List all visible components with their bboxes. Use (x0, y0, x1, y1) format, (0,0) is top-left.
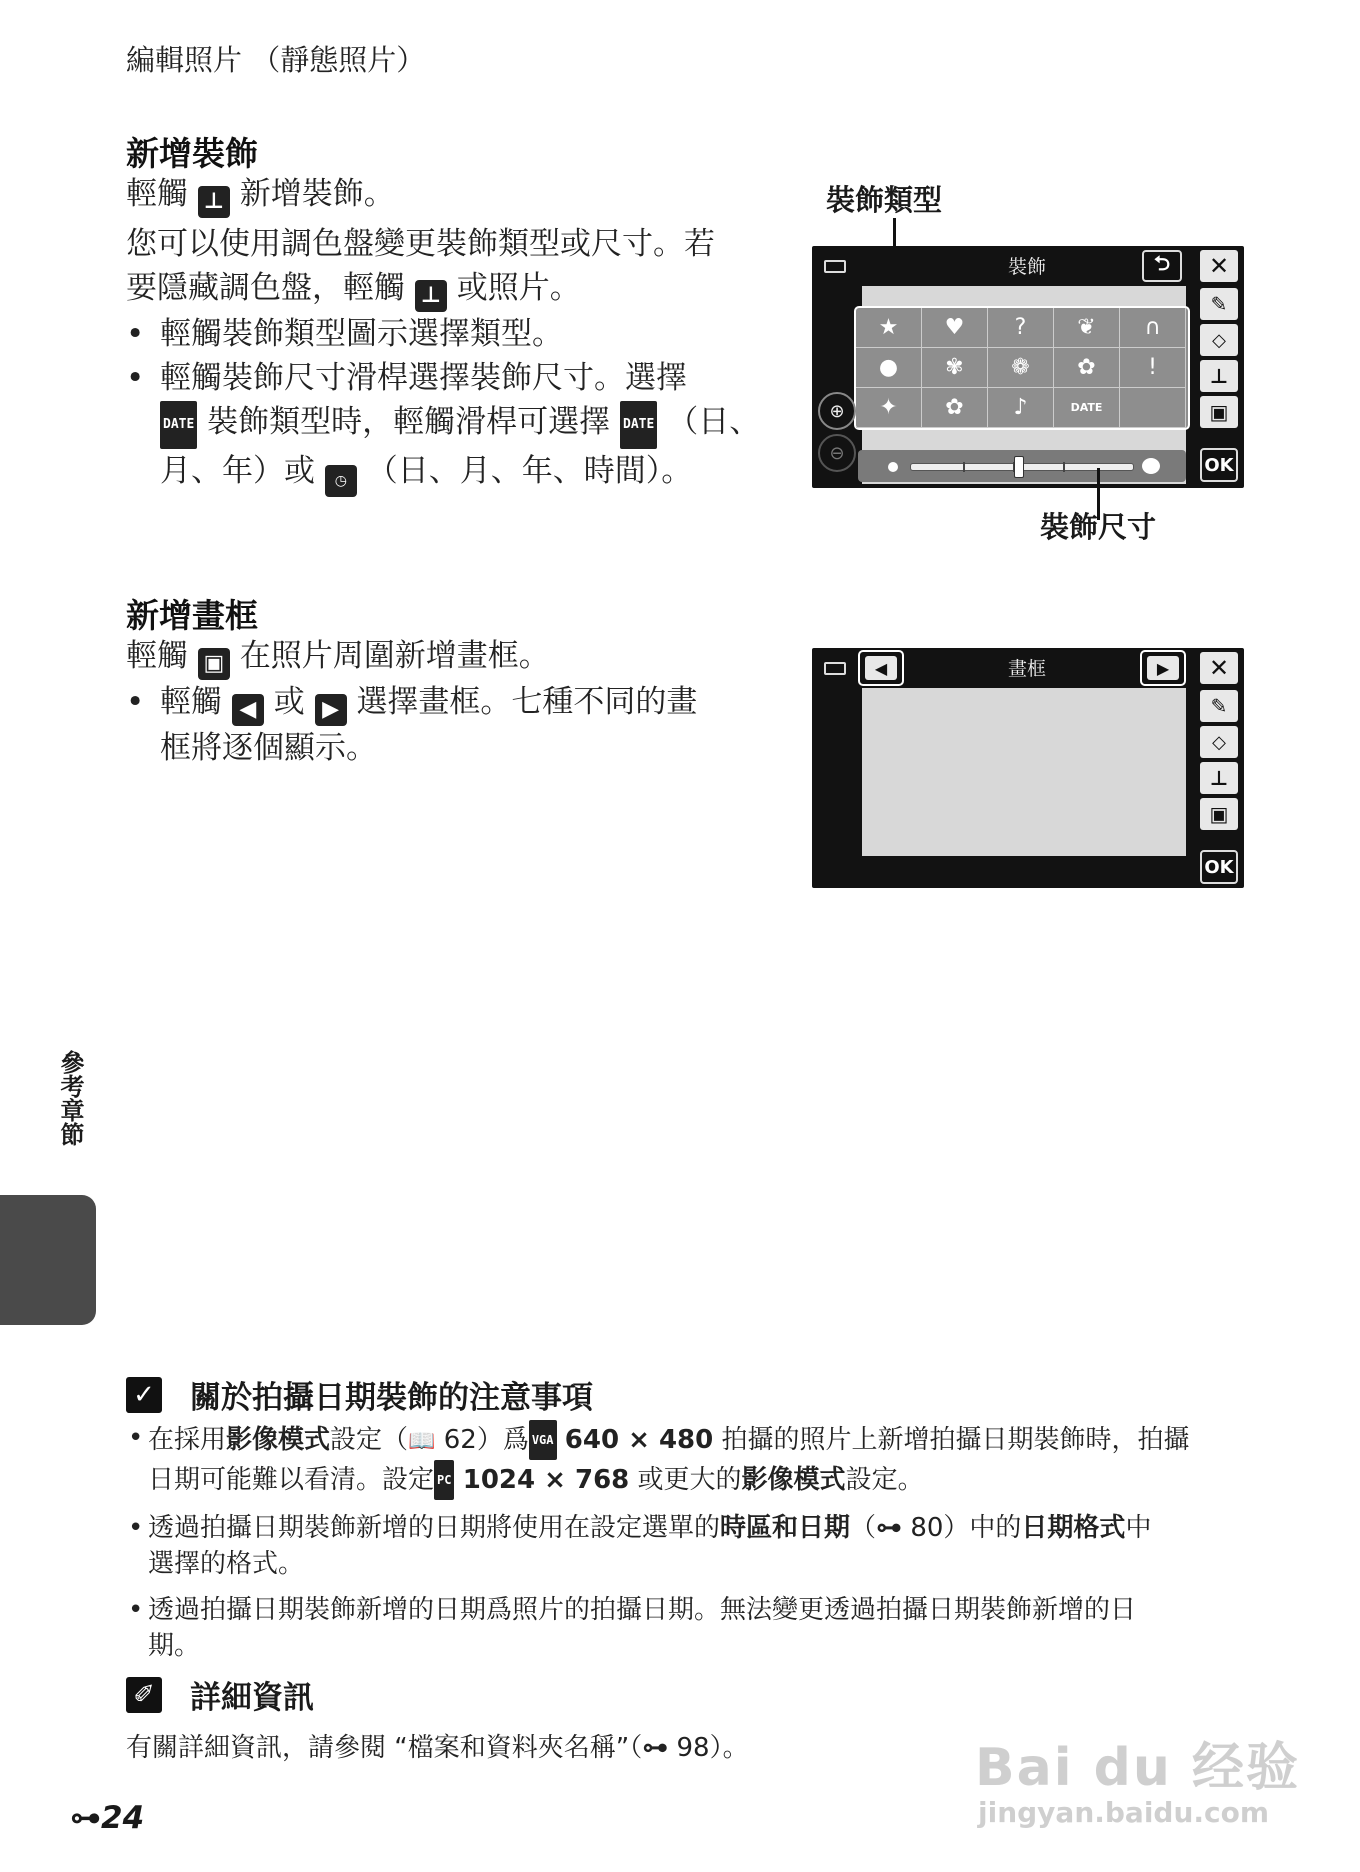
ornament-type-option[interactable] (1120, 388, 1186, 428)
ok-button[interactable]: OK (1200, 448, 1238, 482)
frame-line1-post: 在照片周圍新增畫框。 (239, 638, 550, 674)
vga-icon: VGA (529, 1420, 557, 1460)
date-icon: DATE (620, 401, 657, 449)
details-ref: 98 (676, 1733, 710, 1763)
ornament-type-option[interactable]: DATE (1054, 388, 1120, 428)
zoom-out-icon[interactable]: ⊖ (818, 434, 856, 472)
frame-icon[interactable]: ▣ (1200, 798, 1238, 830)
photo-area[interactable] (862, 688, 1186, 856)
callout-ornament-type: 裝飾類型 (826, 183, 943, 217)
note2-text: 中 (1125, 1513, 1152, 1543)
next-arrow-icon: ▶ (315, 694, 347, 726)
frame-bullet1-mid: 或 (273, 684, 305, 720)
frame-line1-pre: 輕觸 (126, 638, 188, 674)
note2-line1 (148, 1510, 1248, 1546)
ornament-line1 (126, 172, 776, 218)
watermark-url: jingyan.baidu.com (978, 1796, 1270, 1829)
note1-text: 在採用 (148, 1425, 227, 1455)
battery-icon (824, 662, 846, 675)
eraser-icon[interactable]: ◇ (1200, 726, 1238, 758)
details-text (126, 1730, 749, 1766)
bullet-dot: • (126, 684, 145, 720)
note1-bold: 影像模式 (226, 1425, 331, 1455)
slider-tick (1063, 462, 1065, 472)
check-icon: ✓ (126, 1377, 162, 1413)
ornament-para-line2 (126, 266, 776, 312)
frame-bullet1-post: 選擇畫框。七種不同的畫 (356, 684, 698, 720)
note2-bold: 時區和日期 (720, 1513, 851, 1543)
close-button[interactable]: ✕ (1200, 652, 1238, 684)
ornament-type-option[interactable]: ★ (856, 308, 922, 348)
pen-icon: ✐ (126, 1677, 162, 1713)
stamp-icon[interactable]: ⊥ (1200, 762, 1238, 794)
note1-bold: 影像模式 (741, 1465, 846, 1495)
notes-title: 關於拍攝日期裝飾的注意事項 (190, 1380, 593, 1416)
frame-bullet1 (126, 680, 776, 770)
frame-icon[interactable]: ▣ (1200, 396, 1238, 428)
slider-tick (963, 462, 965, 472)
date-icon: DATE (160, 401, 197, 449)
reference-icon: ⊶ (70, 1800, 101, 1836)
note1-text: ）爲 (476, 1425, 529, 1455)
details-title: 詳細資訊 (190, 1680, 314, 1716)
zoom-in-icon[interactable]: ⊕ (818, 392, 856, 430)
bullet-dot: • (126, 316, 145, 352)
page-number: 24 (101, 1800, 145, 1836)
ornament-bullet2-line1: 輕觸裝飾尺寸滑桿選擇裝飾尺寸。選擇 (160, 360, 687, 396)
note1-text: 設定。 (845, 1465, 924, 1495)
ornament-bullet2-line3-pre: 月、年）或 (160, 453, 315, 489)
ornament-type-option[interactable]: ♥ (922, 308, 988, 348)
ornament-type-option[interactable]: ✾ (922, 348, 988, 388)
close-button[interactable]: ✕ (1200, 250, 1238, 282)
note1-line1 (148, 1420, 1248, 1460)
date-time-icon: ◷ (325, 465, 357, 497)
ornament-type-option[interactable]: ❦ (1054, 308, 1120, 348)
ornament-screen (812, 246, 1244, 488)
book-icon: 📖 (408, 1429, 436, 1454)
frame-bullet1-line1 (160, 680, 776, 726)
ornament-heading: 新增裝飾 (126, 134, 258, 173)
note1-line2 (148, 1460, 1248, 1500)
ornament-bullet2-line3 (160, 449, 776, 497)
page-header: 編輯照片 （靜態照片） (126, 43, 426, 77)
ornament-type-option[interactable]: ● (856, 348, 922, 388)
frame-heading: 新增畫框 (126, 596, 258, 635)
note1-text: 或更大的 (637, 1465, 742, 1495)
ornament-para-line2-post: 或照片。 (456, 270, 581, 306)
ornament-bullet2-line2-tail: （日、 (667, 404, 761, 440)
size-slider-handle[interactable] (1014, 456, 1024, 478)
chapter-tab (0, 1195, 96, 1325)
side-chapter-label: 參考章節 (56, 1050, 84, 1146)
ornament-type-option[interactable]: ❁ (988, 348, 1054, 388)
ornament-para-line2-pre: 要隱藏調色盤，輕觸 (126, 270, 405, 306)
note3-line1: 透過拍攝日期裝飾新增的日期爲照片的拍攝日期。無法變更透過拍攝日期裝飾新增的日 (148, 1595, 1137, 1625)
note1-text: 日期可能難以看清。設定 (148, 1465, 435, 1495)
note2-bold: 日期格式 (1021, 1513, 1126, 1543)
ornament-bullet2-line2-post: 裝飾類型時，輕觸滑桿可選擇 (207, 404, 611, 440)
ornament-line1-post: 新增裝飾。 (239, 176, 395, 212)
frame-line1 (126, 634, 776, 680)
ornament-bullet1 (126, 312, 776, 356)
pencil-icon[interactable]: ✎ (1200, 690, 1238, 722)
reference-icon: ⊶ (876, 1513, 903, 1543)
ornament-palette (854, 306, 1190, 430)
note-item (128, 1592, 1248, 1664)
bullet-dot: • (128, 1423, 144, 1453)
prev-arrow-icon: ◀ (232, 694, 264, 726)
ornament-type-option[interactable]: ! (1120, 348, 1186, 388)
details-title-row (126, 1672, 314, 1717)
note1-size: 640 × 480 (564, 1425, 714, 1455)
ornament-type-option[interactable]: ✿ (922, 388, 988, 428)
battery-icon (824, 260, 846, 273)
next-frame-highlight (1140, 650, 1186, 686)
stamp-icon[interactable]: ⊥ (1200, 360, 1238, 392)
frame-bullet1-pre: 輕觸 (160, 684, 222, 720)
bullet-dot: • (128, 1513, 144, 1543)
ornament-bullet1-text: 輕觸裝飾類型圖示選擇類型。 (160, 316, 563, 352)
details-text-b: ）。 (709, 1733, 749, 1763)
ornament-type-option[interactable]: ∩ (1120, 308, 1186, 348)
ok-button[interactable]: OK (1200, 850, 1238, 884)
screen-title: 畫框 (1007, 658, 1046, 680)
page-number-row (70, 1800, 144, 1836)
notes-list (128, 1420, 1248, 1664)
ornament-bullet2 (126, 356, 776, 497)
frame-bullet1-line2: 框將逐個顯示。 (160, 730, 377, 766)
ornament-type-option[interactable]: ✦ (856, 388, 922, 428)
note1-ref: 62 (443, 1425, 477, 1455)
ornament-bullet2-line2 (160, 400, 776, 449)
size-slider-bar (858, 450, 1186, 482)
notes-title-row (126, 1372, 593, 1417)
stamp-icon: ⊥ (415, 280, 447, 312)
bullet-dot: • (126, 360, 145, 396)
note-item (128, 1420, 1248, 1500)
note1-size: 1024 × 768 (462, 1465, 630, 1495)
frame-screen (812, 648, 1244, 888)
frame-icon: ▣ (198, 648, 230, 680)
stamp-icon: ⊥ (198, 186, 230, 218)
details-text-a: 有關詳細資訊，請參閱 “檔案和資料夾名稱”（ (126, 1733, 643, 1763)
reference-icon: ⊶ (642, 1733, 669, 1763)
note-item (128, 1510, 1248, 1582)
back-button[interactable]: ⮌ (1142, 250, 1182, 282)
note2-text: ）中的 (943, 1513, 1022, 1543)
prev-frame-button[interactable]: ◀ (865, 656, 897, 680)
prev-frame-highlight (858, 650, 904, 686)
ornament-bullet2-line3-post: （日、月、年、時間）。 (366, 453, 693, 489)
ornament-type-option[interactable]: ? (988, 308, 1054, 348)
note3-line2: 期。 (148, 1631, 201, 1661)
eraser-icon[interactable]: ◇ (1200, 324, 1238, 356)
note2-text: （ (850, 1513, 877, 1543)
ornament-text (126, 172, 776, 497)
small-size-icon (888, 462, 898, 472)
callout-ornament-size: 裝飾尺寸 (1040, 510, 1157, 544)
ornament-para-line1: 您可以使用調色盤變更裝飾類型或尺寸。若 (126, 226, 715, 262)
note1-text: 設定（ (330, 1425, 409, 1455)
ornament-line1-pre: 輕觸 (126, 176, 188, 212)
large-size-icon (1142, 458, 1160, 474)
pc-icon: PC (434, 1460, 454, 1500)
frame-text (126, 634, 776, 770)
screen-title: 裝飾 (1007, 256, 1046, 278)
note1-text: 拍攝的照片上新增拍攝日期裝飾時，拍攝 (721, 1425, 1190, 1455)
note2-ref: 80 (910, 1513, 944, 1543)
pencil-icon[interactable]: ✎ (1200, 288, 1238, 320)
ornament-type-option[interactable]: ✿ (1054, 348, 1120, 388)
note2-text: 透過拍攝日期裝飾新增的日期將使用在設定選單的 (148, 1513, 721, 1543)
note2-line2: 選擇的格式。 (148, 1549, 305, 1579)
bullet-dot: • (128, 1595, 144, 1625)
ornament-type-option[interactable]: ♪ (988, 388, 1054, 428)
next-frame-button[interactable]: ▶ (1147, 656, 1179, 680)
watermark-brand: Bai du 经验 (975, 1738, 1300, 1798)
